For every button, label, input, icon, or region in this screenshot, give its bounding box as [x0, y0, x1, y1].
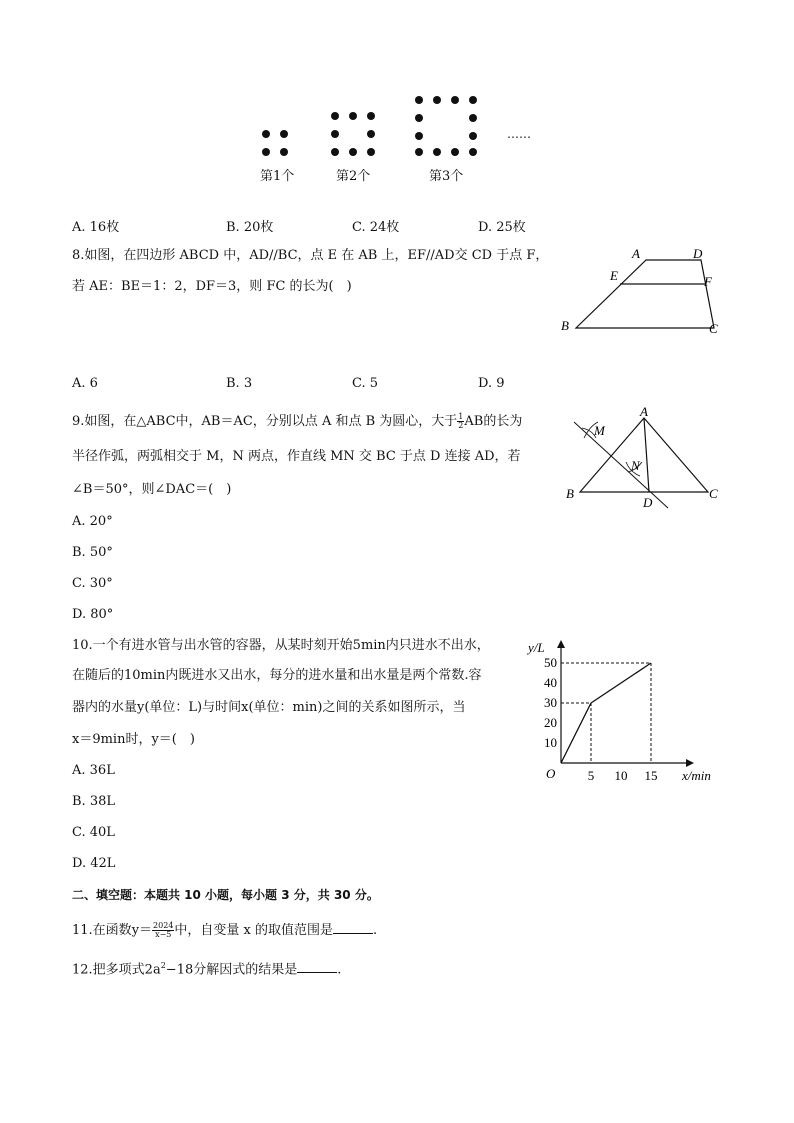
q9-triangle-figure — [556, 400, 726, 512]
q11-frac-den: x−5 — [155, 930, 172, 939]
q8-option-c[interactable]: C. 5 — [352, 376, 379, 391]
q9-text-line3: ∠B＝50°，则∠DAC＝( ) — [72, 482, 232, 497]
q10-text-line4: x＝9min时，y＝( ) — [72, 732, 195, 747]
q8-option-d[interactable]: D. 9 — [478, 376, 505, 391]
q10-text-line3: 器内的水量y(单位：L)与时间x(单位：min)之间的关系如图所示，当 — [72, 700, 466, 715]
pattern-label-2: 第2个 — [336, 169, 371, 184]
q9-label-b: B — [566, 486, 574, 501]
q12-text — [72, 958, 341, 978]
q8-label-a: A — [632, 246, 640, 261]
x-tick-label-10: 10 — [614, 768, 628, 783]
q9-label-n: N — [631, 458, 640, 473]
q9-segment-ad — [644, 418, 649, 492]
q9-option-b[interactable]: B. 50° — [72, 545, 113, 560]
pattern-label-3: 第3个 — [429, 169, 464, 184]
q8-label-c: C — [709, 321, 718, 336]
q12-sup: 2 — [160, 961, 166, 970]
q11-fraction — [152, 922, 174, 939]
origin-label: O — [546, 766, 556, 781]
q8-label-b: B — [561, 318, 569, 333]
q11-frac-num: 2024 — [153, 921, 174, 930]
x-tick-label-15: 15 — [644, 768, 658, 783]
q10-text-line2: 在随后的10min内既进水又出水，每分的进水量和出水量是两个常数.容 — [72, 668, 482, 683]
q8-text-line1: 8.如图，在四边形 ABCD 中，AD//BC，点 E 在 AB 上，EF//AD交 CD 于点 F， — [72, 248, 549, 263]
q9-text-line1-a: 9.如图，在△ABC中，AB＝AC，分别以点 A 和点 B 为圆心，大于 — [72, 414, 458, 429]
y-tick-label-50: 50 — [544, 655, 557, 670]
q7-option-b[interactable]: B. 20枚 — [226, 220, 274, 235]
pattern-2-dots — [331, 112, 375, 156]
y-axis-arrow-icon — [557, 640, 565, 648]
q12-answer-blank[interactable] — [297, 962, 337, 973]
q9-frac-num: 1 — [458, 412, 464, 421]
q11-suffix: 中，自变量 x 的取值范围是 — [174, 923, 334, 938]
y-tick-label-40: 40 — [544, 675, 557, 690]
pattern-1-dots — [262, 130, 288, 156]
q8-text-line2: 若 AE：BE＝1：2，DF＝3，则 FC 的长为( ) — [72, 279, 352, 294]
q8-trapezoid-figure — [556, 244, 726, 340]
q11-prefix: 11.在函数 — [72, 923, 132, 938]
q8-trapezoid — [576, 260, 714, 328]
q10-option-d[interactable]: D. 42L — [72, 856, 116, 871]
series-segment-0 — [561, 703, 591, 763]
series-segment-1 — [591, 663, 651, 703]
q9-text-line2: 半径作弧，两弧相交于 M，N 两点，作直线 MN 交 BC 于点 D 连接 AD，若 — [72, 449, 521, 464]
q10-option-b[interactable]: B. 38L — [72, 794, 115, 809]
q11-end: . — [373, 923, 378, 938]
q12-rest: −18分解因式的结果是 — [165, 962, 298, 978]
y-tick-label-20: 20 — [544, 715, 557, 730]
q7-option-a[interactable]: A. 16枚 — [72, 220, 120, 235]
q9-option-c[interactable]: C. 30° — [72, 576, 113, 591]
y-axis-label: y/L — [528, 640, 545, 655]
q9-frac-den: 2 — [458, 421, 464, 430]
y-tick-label-30: 30 — [544, 695, 557, 710]
q9-text-line1-b: AB的长为 — [464, 414, 523, 429]
q10-text-line1: 10.一个有进水管与出水管的容器，从某时刻开始5min内只进水不出水， — [72, 638, 490, 653]
q11-answer-blank[interactable] — [333, 923, 373, 934]
q7-option-c[interactable]: C. 24枚 — [352, 220, 400, 235]
pattern-ellipsis: …… — [507, 127, 531, 141]
q8-option-a[interactable]: A. 6 — [72, 376, 98, 391]
q7-option-d[interactable]: D. 25枚 — [478, 220, 526, 235]
q11-text — [72, 922, 377, 939]
y-tick-label-10: 10 — [544, 735, 557, 750]
q10-option-c[interactable]: C. 40L — [72, 825, 115, 840]
q10-line-chart — [520, 636, 730, 788]
q9-line-mn — [574, 422, 668, 508]
q9-label-m: M — [594, 423, 605, 438]
q9-label-d: D — [643, 495, 653, 510]
q12-prefix: 12.把多项式2a — [72, 962, 161, 978]
pattern-3-dots — [415, 96, 477, 156]
q9-option-d[interactable]: D. 80° — [72, 607, 114, 622]
q8-label-f: F — [704, 274, 712, 289]
q8-label-d: D — [693, 246, 703, 261]
q10-option-a[interactable]: A. 36L — [72, 763, 115, 778]
x-tick-label-5: 5 — [587, 768, 595, 783]
q9-text-line1 — [72, 413, 522, 430]
q8-label-e: E — [610, 268, 618, 283]
q9-label-c: C — [709, 486, 718, 501]
q9-option-a[interactable]: A. 20° — [72, 514, 113, 529]
pattern-label-1: 第1个 — [260, 169, 295, 184]
section-2-title: 二、填空题：本题共 10 小题，每小题 3 分，共 30 分。 — [72, 888, 379, 902]
q9-label-a: A — [640, 404, 648, 419]
q8-option-b[interactable]: B. 3 — [226, 376, 253, 391]
q11-y-eq: y＝ — [131, 923, 153, 938]
x-axis-arrow-icon — [686, 759, 694, 767]
x-axis-label: x/min — [682, 768, 711, 783]
q12-end: . — [337, 962, 342, 978]
dot-pattern-svg — [240, 88, 560, 164]
